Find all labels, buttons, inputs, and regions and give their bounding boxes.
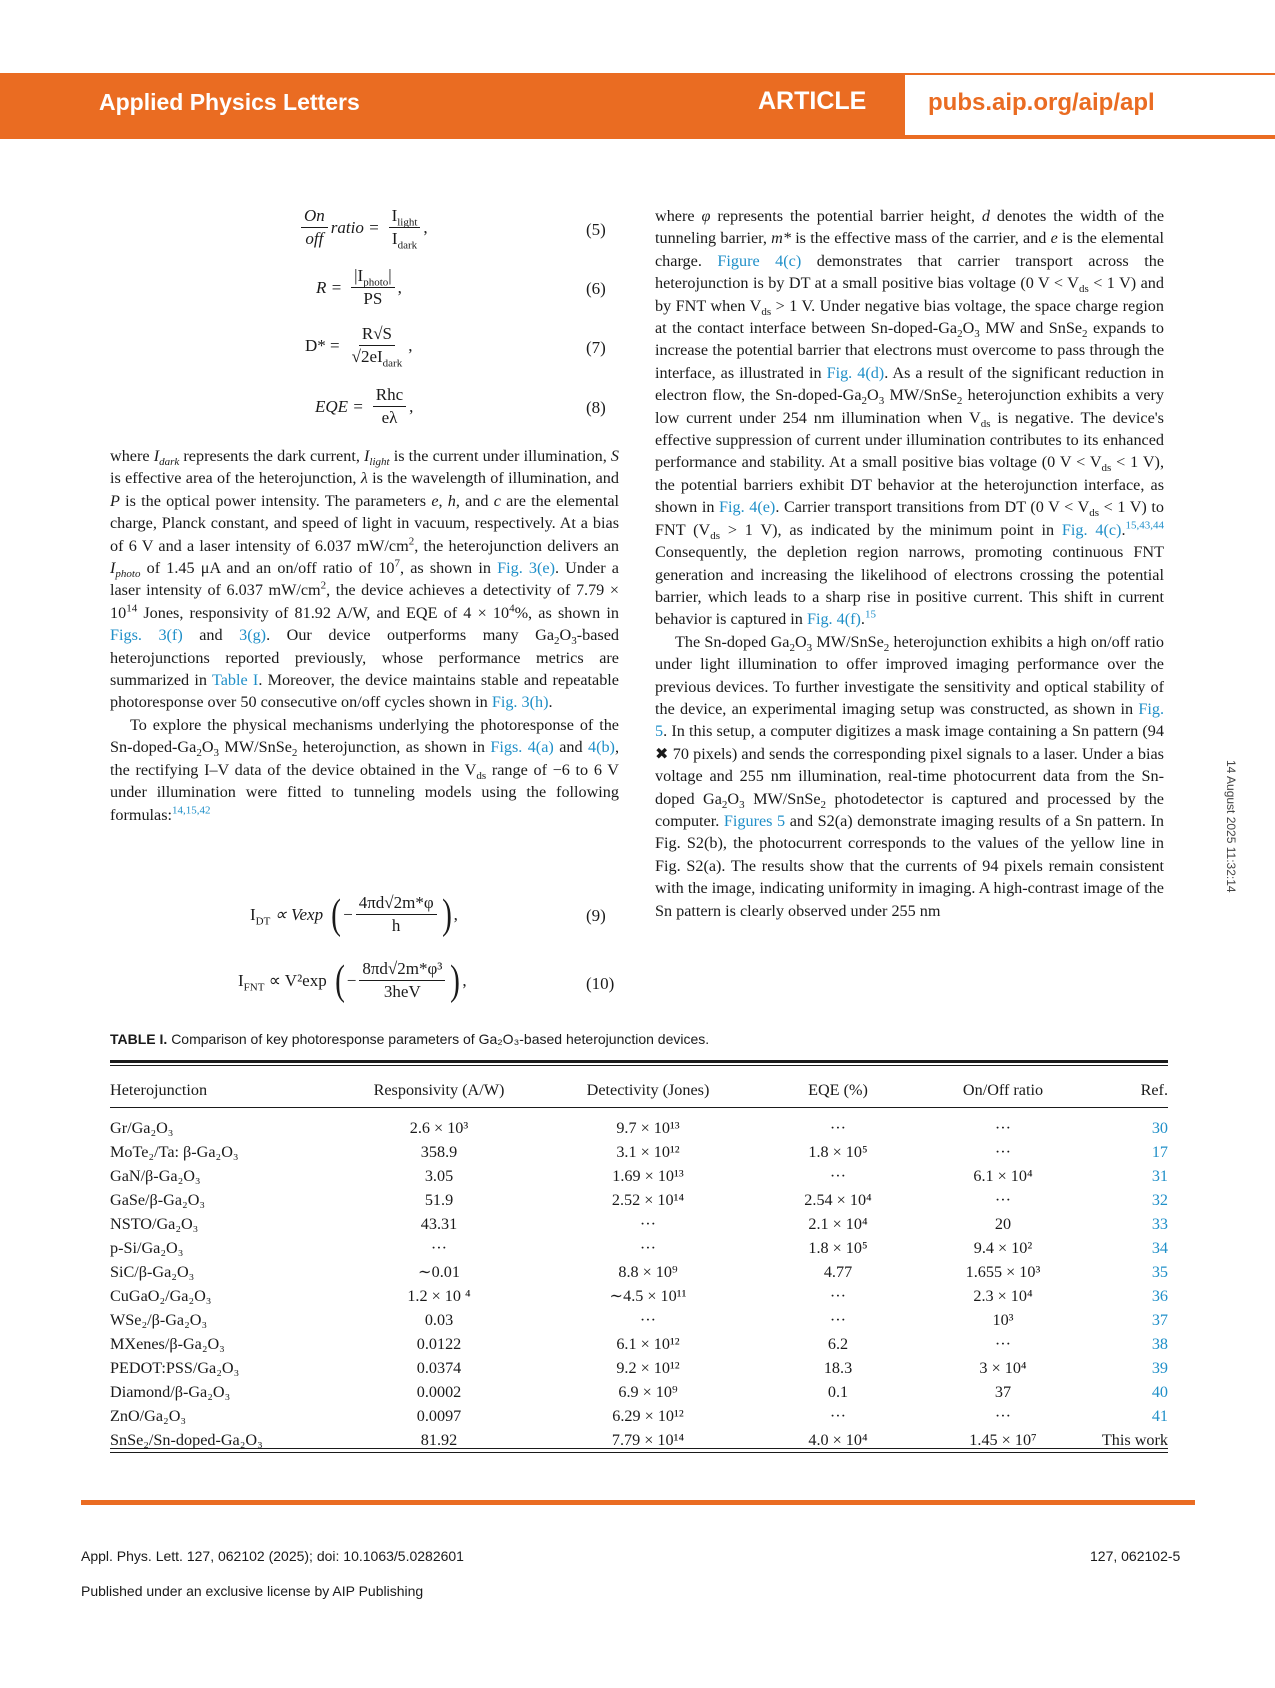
table-header-row <box>110 1072 1168 1108</box>
cell-detectivity: 6.29 × 10¹² <box>612 1406 684 1425</box>
table-1-link[interactable]: Table I <box>211 671 259 690</box>
cell-ref-link[interactable]: 40 <box>1151 1382 1168 1401</box>
table-row <box>110 1164 1168 1188</box>
cell-responsivity: 0.0374 <box>416 1358 462 1377</box>
cell-responsivity: 2.6 × 10³ <box>409 1118 469 1137</box>
cell-eqe: 2.54 × 10⁴ <box>804 1190 872 1209</box>
cell-ref-link[interactable]: 30 <box>1151 1118 1168 1137</box>
footer-license: Published under an exclusive license by AIP Publishing <box>81 1583 424 1599</box>
cell-detectivity: 8.8 × 10⁹ <box>618 1262 678 1281</box>
cell-heterojunction: CuGaO₂/Ga₂O₃ <box>110 1286 212 1305</box>
table-top-rule-2 <box>110 1065 1168 1066</box>
cell-onoff: ··· <box>994 1190 1012 1209</box>
cell-heterojunction: WSe₂/β-Ga₂O₃ <box>110 1310 208 1329</box>
cell-onoff: ··· <box>994 1334 1012 1353</box>
cell-ref-link[interactable]: 39 <box>1151 1358 1168 1377</box>
fig-4a-link[interactable]: Figs. 4(a) <box>490 738 554 757</box>
equation-number-10: (10) <box>586 974 615 993</box>
col-header-onoff: On/Off ratio <box>962 1080 1044 1099</box>
equation-number-7: (7) <box>586 338 606 357</box>
cell-detectivity: 2.52 × 10¹⁴ <box>611 1190 685 1209</box>
paragraph-definitions: where $I_{dark}$ represents the dark current, $I_{light}$ is the current under illumination, S is effective area of the heterojunction, λ is the wavelength of illumination, and P is the optical power intensity. The parameters e, h, and c are the elemental charge, Planck constant, and speed of light in vacuum, respectively. At a bias of 6 V and a laser intensity of 6.037 $mW/cm^2$, the heterojunction delivers an $I_{photo}$ of 1.45 μA and an on/off ratio of $10^7$, as shown in Fig. 3(e). Under a laser intensity of 6.037 $mW/cm^2$, the device achieves a detectivity of $7.79 \times 10^{14}$ Jones, responsivity of 81.92 A/W, and EQE of $4 \times 10^4\%$, as shown in Figs. 3(f) and 3(g). Our device outperforms many $Ga_2O_3$-based heterojunctions reported previously, whose performance metrics are summarized in Table I. Moreover, the device maintains stable and repeatable photoresponse over 50 consecutive on/off cycles shown in Fig. 3(h). <box>110 447 620 712</box>
fig-3e-link[interactable]: Fig. 3(e) <box>497 559 555 578</box>
cell-onoff: 9.4 × 10² <box>973 1238 1033 1257</box>
cell-heterojunction: NSTO/Ga₂O₃ <box>110 1214 199 1233</box>
fig-4b-link[interactable]: 4(b) <box>587 738 615 757</box>
table-bottom-rule-2 <box>110 1452 1168 1453</box>
cell-heterojunction: SiC/β-Ga₂O₃ <box>110 1262 195 1281</box>
cell-eqe: ··· <box>829 1118 847 1137</box>
cell-responsivity: 358.9 <box>420 1142 458 1161</box>
cell-responsivity: 81.92 <box>420 1430 458 1449</box>
table-caption: TABLE I. Comparison of key photoresponse parameters of Ga₂O₃-based heterojunction devices. <box>110 1031 710 1047</box>
cell-onoff: 2.3 × 10⁴ <box>973 1286 1033 1305</box>
table-row <box>110 1380 1168 1404</box>
cell-responsivity: 1.2 × 10 ⁴ <box>407 1286 471 1305</box>
fig-5-link[interactable]: Fig. 5 <box>655 699 1164 741</box>
cell-responsivity: 3.05 <box>424 1166 454 1185</box>
footer-rule <box>81 1500 1195 1505</box>
fig-4c-link[interactable]: Figure 4(c) <box>717 251 802 270</box>
cell-eqe: 4.77 <box>823 1262 853 1281</box>
cell-heterojunction: SnSe₂/Sn-doped-Ga₂O₃ <box>110 1430 263 1449</box>
equation-number-6: (6) <box>586 279 606 298</box>
cell-heterojunction: p-Si/Ga₂O₃ <box>110 1238 184 1257</box>
equation-number-8: (8) <box>586 398 606 417</box>
cell-responsivity: 0.0002 <box>416 1382 462 1401</box>
table-row <box>110 1116 1168 1140</box>
fig-4e-link[interactable]: Fig. 4(e) <box>719 498 776 517</box>
cell-eqe: 18.3 <box>823 1358 853 1377</box>
cell-eqe: 2.1 × 10⁴ <box>808 1214 868 1233</box>
cell-ref-link[interactable]: 17 <box>1151 1142 1168 1161</box>
cell-eqe: 4.0 × 10⁴ <box>808 1430 868 1449</box>
comparison-table <box>110 1072 1168 1452</box>
fig-5-link-2[interactable]: Figures 5 <box>723 811 786 830</box>
cell-heterojunction: ZnO/Ga₂O₃ <box>110 1406 187 1425</box>
fig-3h-link[interactable]: Fig. 3(h) <box>491 693 549 712</box>
cell-responsivity: ··· <box>430 1238 448 1257</box>
cell-heterojunction: PEDOT:PSS/Ga₂O₃ <box>110 1358 240 1377</box>
cell-responsivity: ∼0.01 <box>418 1263 460 1281</box>
col-header-eqe: EQE (%) <box>808 1080 868 1099</box>
cell-onoff: ··· <box>994 1142 1012 1161</box>
cell-responsivity: 43.31 <box>420 1214 458 1233</box>
equation-number-9: (9) <box>586 906 606 925</box>
cell-eqe: 1.8 × 10⁵ <box>808 1238 868 1257</box>
cell-ref-link[interactable]: 34 <box>1151 1238 1168 1257</box>
cell-onoff: 1.45 × 10⁷ <box>969 1430 1037 1449</box>
cell-onoff: 10³ <box>992 1310 1014 1329</box>
table-row <box>110 1140 1168 1164</box>
cell-ref-link[interactable]: 35 <box>1151 1262 1168 1281</box>
table-row <box>110 1308 1168 1332</box>
cell-eqe: ··· <box>829 1286 847 1305</box>
paragraph-mechanism: To explore the physical mechanisms underlying the photoresponse of the $Sn-doped-Ga_2O_3$ MW/SnSe$_2$ heterojunction, as shown in Figs. 4(a) and 4(b), the rectifying I–V data of the device obtained in the $V_{ds}$ range of −6 to 6 V under illumination were fitted to tunneling models using the following formulas:$^{14,15,42}$ <box>110 715 619 824</box>
equation-9: $I_{DT} \propto Vexp$ ( − $\frac{4\pi d√2m*\varphi}{h}$ ) , <box>250 891 458 938</box>
cell-detectivity: ∼4.5 × 10¹¹ <box>609 1287 687 1305</box>
cell-heterojunction: Gr/Ga₂O₃ <box>110 1118 174 1137</box>
equation-8: EQE = $\frac{\text{Rhc}}{e\lambda}$ , <box>315 385 414 427</box>
cell-eqe: 0.1 <box>827 1382 849 1401</box>
cell-onoff: 6.1 × 10⁴ <box>973 1166 1033 1185</box>
fig-3g-link[interactable]: 3(g) <box>239 626 267 645</box>
table-row <box>110 1188 1168 1212</box>
right-column-text <box>655 205 1164 922</box>
cell-ref-link[interactable]: 37 <box>1151 1310 1168 1329</box>
cell-heterojunction: GaSe/β-Ga₂O₃ <box>110 1190 206 1209</box>
table-row <box>110 1332 1168 1356</box>
col-header-ref: Ref. <box>1140 1080 1168 1099</box>
download-timestamp: 14 August 2025 11:32:14 <box>1224 760 1238 893</box>
col-header-heterojunction: Heterojunction <box>110 1080 208 1099</box>
col-header-detectivity: Detectivity (Jones) <box>586 1080 710 1099</box>
col-header-responsivity: Responsivity (A/W) <box>373 1080 505 1099</box>
equation-number-5: (5) <box>586 220 606 239</box>
cell-detectivity: 6.9 × 10⁹ <box>618 1382 678 1401</box>
equation-5: $\frac{On}{\text{off}}$ ratio = $\frac{I_{light}}{I_{dark}}$ , <box>298 205 428 250</box>
cell-responsivity: 0.0122 <box>416 1334 462 1353</box>
fig-3f-link[interactable]: Figs. 3(f) <box>110 626 183 645</box>
journal-name: Applied Physics Letters <box>99 89 360 115</box>
cell-heterojunction: Diamond/β-Ga₂O₃ <box>110 1382 231 1401</box>
cell-ref: This work <box>1101 1430 1168 1449</box>
table-top-rule <box>110 1060 1168 1064</box>
cell-onoff: 3 × 10⁴ <box>979 1358 1027 1377</box>
cell-onoff: 1.655 × 10³ <box>965 1262 1041 1281</box>
journal-url-link[interactable]: pubs.aip.org/aip/apl <box>928 89 1155 116</box>
cell-ref-link[interactable]: 41 <box>1151 1406 1168 1425</box>
cell-responsivity: 0.03 <box>424 1310 454 1329</box>
article-label: ARTICLE <box>758 87 867 115</box>
cell-detectivity: 9.2 × 10¹² <box>616 1358 680 1377</box>
cell-detectivity: ··· <box>639 1310 657 1329</box>
table-row <box>110 1236 1168 1260</box>
table-row <box>110 1404 1168 1428</box>
cell-responsivity: 51.9 <box>424 1190 454 1209</box>
fig-4c-link-2[interactable]: Fig. 4(c) <box>1061 520 1122 539</box>
cell-responsivity: 0.0097 <box>416 1406 462 1425</box>
fig-4d-link[interactable]: Fig. 4(d) <box>826 363 885 382</box>
cell-detectivity: 3.1 × 10¹² <box>616 1142 680 1161</box>
table-row <box>110 1356 1168 1380</box>
cell-detectivity: ··· <box>639 1214 657 1233</box>
cell-ref-link[interactable]: 36 <box>1151 1286 1168 1305</box>
cell-detectivity: 7.79 × 10¹⁴ <box>611 1430 685 1449</box>
footer-citation: Appl. Phys. Lett. 127, 062102 (2025); doi: 10.1063/5.0282601 <box>81 1548 464 1564</box>
paragraph-imaging: The Sn-doped $Ga_2O_3$ MW/SnSe$_2$ heterojunction exhibits a high on/off ratio under light illumination to offer improved imaging performance over the previous devices. To further investigate the sensitivity and optical stability of the device, an experimental imaging setup was constructed, as shown in Fig. 5. In this setup, a computer digitizes a mask image containing a Sn pattern (94 ✖ 70 pixels) and sends the corresponding pixel signals to a laser. Under a bias voltage and 255 nm illumination, real-time photocurrent data from the Sn-doped $Ga_2O_3$ MW/SnSe$_2$ photodetector is captured and processed by the computer. Figures 5 and S2(a) demonstrate imaging results of a Sn pattern. In Fig. S2(b), the photocurrent corresponds to the values of the yellow line in Fig. S2(a). The results show that the currents of 94 pixels remain consistent with the image, indicating uniformity in imaging. A high-contrast image of the Sn pattern is clearly observed under 255 nm <box>655 632 1164 920</box>
cell-heterojunction: MoTe₂/Ta: β-Ga₂O₃ <box>110 1142 239 1161</box>
cell-detectivity: 6.1 × 10¹² <box>616 1334 680 1353</box>
table-row <box>110 1428 1168 1452</box>
cell-eqe: ··· <box>829 1310 847 1329</box>
cell-eqe: ··· <box>829 1166 847 1185</box>
cell-detectivity: 9.7 × 10¹³ <box>616 1118 680 1137</box>
equation-7: D* = $\frac{R√S}{√2eI_{dark}}$ , <box>305 324 413 370</box>
cell-heterojunction: MXenes/β-Ga₂O₃ <box>110 1334 225 1353</box>
cell-ref-link[interactable]: 31 <box>1151 1166 1168 1185</box>
cell-eqe: ··· <box>829 1406 847 1425</box>
table-row <box>110 1284 1168 1308</box>
cell-ref-link[interactable]: 38 <box>1151 1334 1168 1353</box>
table-row <box>110 1212 1168 1236</box>
cell-detectivity: 1.69 × 10¹³ <box>612 1166 684 1185</box>
cell-ref-link[interactable]: 32 <box>1151 1190 1168 1209</box>
paragraph-tunneling: where φ represents the potential barrier height, d denotes the width of the tunneling barrier, m* is the effective mass of the carrier, and e is the elemental charge. Figure 4(c) demonstrates that carrier transport across the heterojunction is by DT at a small positive bias voltage (0 $V < V_{ds} < 1$ V) and by FNT when $V_{ds} > 1$ V. Under negative bias voltage, the space charge region at the contact interface between $Sn-doped-Ga_2O_3$ MW and SnSe$_2$ expands to increase the potential barrier that electrons must overcome to pass through the interface, as illustrated in Fig. 4(d). As a result of the significant reduction in electron flow, the $Sn-doped-Ga_2O_3$ MW/SnSe$_2$ heterojunction exhibits a very low current under 254 nm illumination when $V_{ds}$ is negative. The device's effective suppression of current under illumination contributes to its enhanced performance and stability. At a small positive bias voltage (0 $V < V_{ds} < 1$ V), the potential barriers exhibit DT behavior at the heterojunction interface, as shown in Fig. 4(e). Carrier transport transitions from DT (0 $V < V_{ds} < 1$ V) to FNT ($V_{ds} > 1$ V), as indicated by the minimum point in Fig. 4(c).$^{15,43,44}$ Consequently, the depletion region narrows, promoting continuous FNT generation and increasing the likelihood of electrons crossing the potential barrier, which leads to a sharp rise in positive current. This shift in current behavior is captured in Fig. 4(f).$^{15}$ <box>655 207 1165 629</box>
journal-url-box[interactable] <box>903 73 1275 137</box>
cell-onoff: ··· <box>994 1406 1012 1425</box>
cell-onoff: 37 <box>994 1382 1012 1401</box>
cell-ref-link[interactable]: 33 <box>1151 1214 1168 1233</box>
equation-10: $I_{FNT} \propto V^2\exp$ ( − $\frac{\text{8πd√2m*φ³}}{\text{3heV}}$ ) , <box>238 957 467 1004</box>
cell-onoff: 20 <box>994 1214 1012 1233</box>
cell-eqe: 1.8 × 10⁵ <box>808 1142 868 1161</box>
fig-4f-link[interactable]: Fig. 4(f) <box>806 610 861 629</box>
left-column-text <box>110 445 619 826</box>
cell-detectivity: ··· <box>639 1238 657 1257</box>
equation-6: R = $\frac{|I_{photo}|}{PS}$ , <box>316 266 402 308</box>
cell-eqe: 6.2 <box>827 1334 849 1353</box>
footer-page-number: 127, 062102-5 <box>1090 1548 1181 1564</box>
cell-heterojunction: GaN/β-Ga₂O₃ <box>110 1166 201 1185</box>
cell-onoff: ··· <box>994 1118 1012 1137</box>
table-row <box>110 1260 1168 1284</box>
